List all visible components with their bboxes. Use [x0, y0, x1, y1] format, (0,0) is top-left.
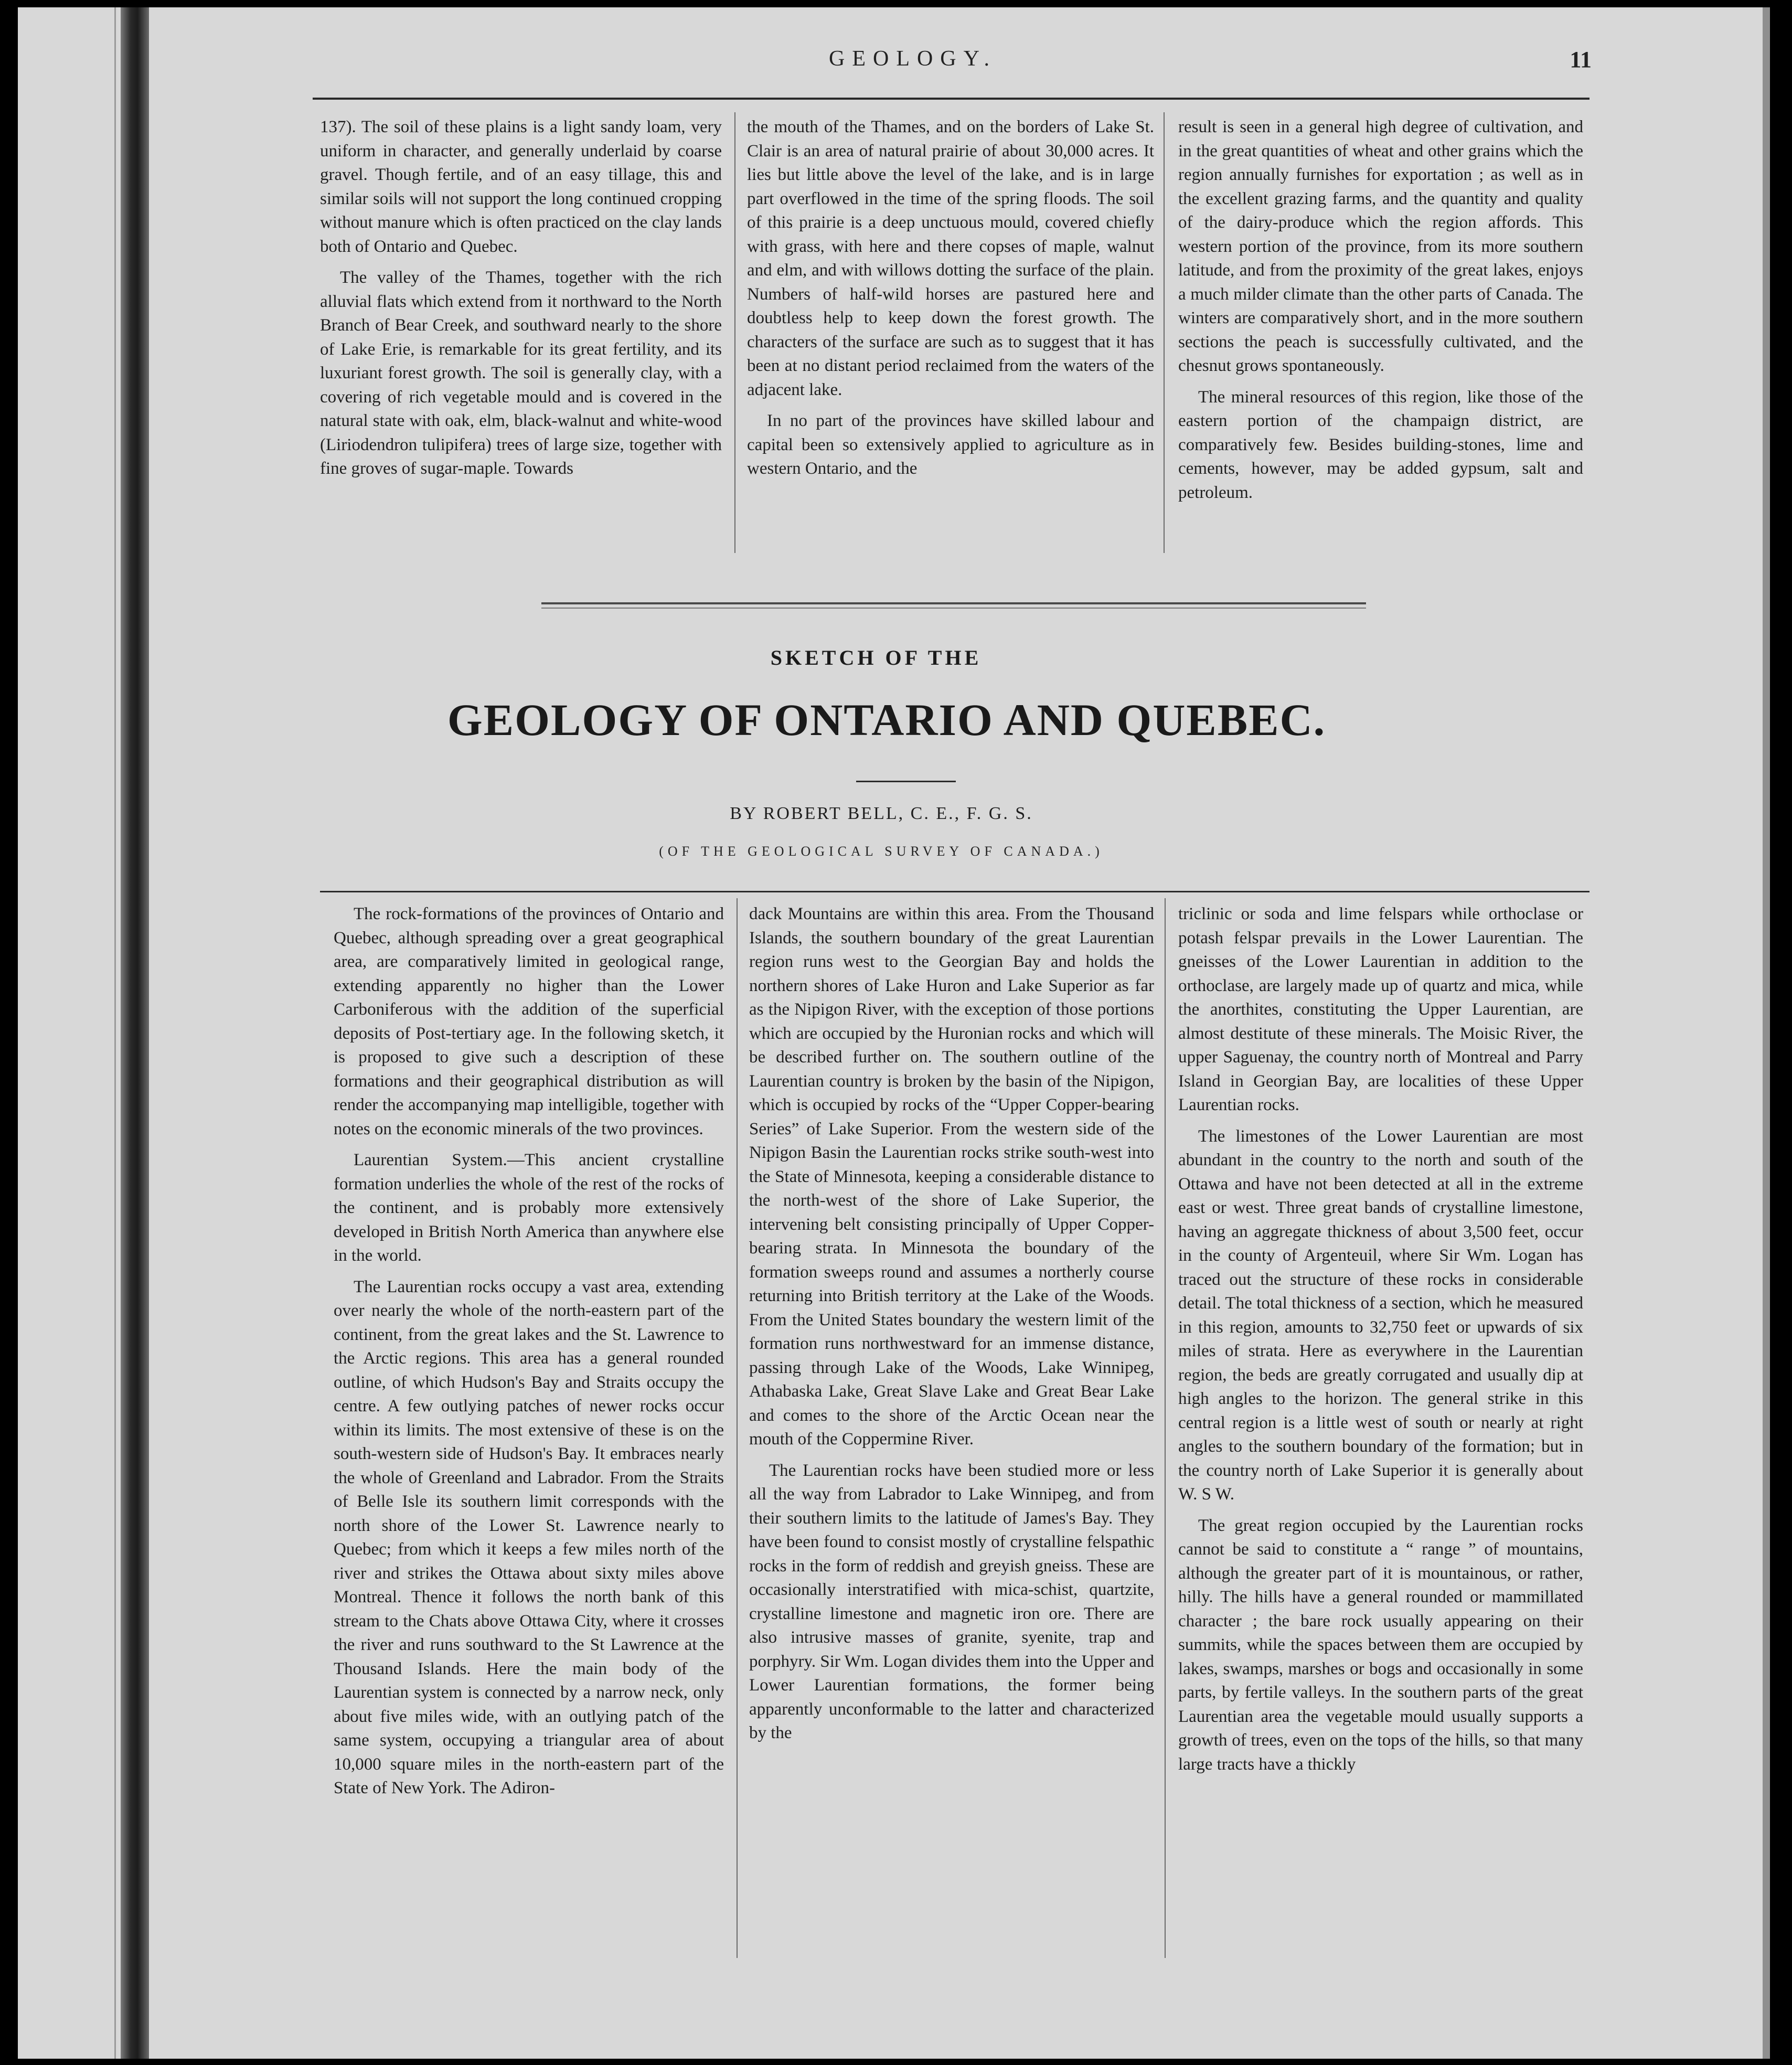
- column-rule: [734, 112, 735, 553]
- article-pre-title: SKETCH OF THE: [770, 646, 982, 669]
- header-rule: [313, 98, 1590, 100]
- paragraph: result is seen in a general high degree of cultivation, and in the great quantities of wheat and other grains which the region annually furnishes for exportation ; as well as in the excellent grazing farms, and the quantity and quality of the dairy-produce which the region affords. This western portion of the province, from its more southern latitude, and from the proximity of the great lakes, enjoys a much milder climate than the other parts of Canada. The winters are comparatively short, and in the more southern sections the peach is successfully cultivated, and the chesnut grows spontaneously.: [1178, 118, 1583, 375]
- column-rule: [1164, 112, 1165, 553]
- page-edge: [1763, 7, 1770, 2059]
- paragraph: The great region occupied by the Laurentian rocks cannot be said to constitute a “ range ” of mountains, although the greater part of it is mountainous, or rather, hilly. The hills have a general rounded or mammillated character ; the bare rock usually appearing on their summits, while the spaces between them are occupied by lakes, swamps, marshes or bogs and occasionally in some parts, by fertile valleys. In the southern parts of the great Laurentian area the vegetable mould usually supports a growth of trees, even on the tops of the hills, so that many large tracts have a thickly: [1178, 1516, 1583, 1774]
- top-column-1: [320, 115, 722, 481]
- paragraph: The Laurentian rocks occupy a vast area, extending over nearly the whole of the north-eastern part of the continent, from the great lakes and the St. Lawrence to the Arctic regions. This area has a general rounded outline, of which Hudson's Bay and Straits occupy the centre. A few outlying patches of newer rocks occur within its limits. The most extensive of these is on the south-western side of Hudson's Bay. It embraces nearly the whole of Greenland and Labrador. From the Straits of Belle Isle its southern limit corresponds with the north shore of the Lower St. Lawrence nearly to Quebec; from which it keeps a few miles north of the river and strikes the Ottawa about sixty miles above Montreal. Thence it follows the north bank of this stream to the Chats above Ottawa City, where it crosses the river and runs southward to the St Lawrence at the Thousand Islands. Here the main body of the Laurentian system is connected by a narrow neck, only about five miles wide, with an outlying patch of the same system, occupying a triangular area of about 10,000 square miles in the north-eastern part of the State of New York. The Adiron-: [334, 1277, 724, 1797]
- article-column-2: [749, 902, 1154, 1745]
- paragraph: the mouth of the Thames, and on the borders of Lake St. Clair is an area of natural prairie of about 30,000 acres. It lies but little above the level of the lake, and is in large part overflowed in the time of the spring floods. The soil of this prairie is a deep unctuous mould, covered chiefly with grass, with here and there copses of maple, walnut and elm, and with willows dotting the surface of the plain. Numbers of half-wild horses are pastured here and doubtless help to keep down the forest growth. The characters of the surface are such as to suggest that it has been at no distant period reclaimed from the waters of the adjacent lake.: [747, 118, 1154, 399]
- paragraph: The limestones of the Lower Laurentian are most abundant in the country to the north and south of the Ottawa and have not been detected at all in the extreme east or west. Three great bands of crystalline limestone, having an aggregate thickness of about 3,500 feet, occur in the county of Argenteuil, where Sir Wm. Logan has traced out the structure of these rocks in considerable detail. The total thickness of a section, which he measured in this region, amounts to 32,750 feet or upwards of six miles of strata. Here as everywhere in the Laurentian region, the beds are greatly corrugated and usually dip at high angles to the horizon. The general strike in this central region is a little west of south or nearly at right angles to the southern boundary of the formation; but in the country north of Lake Superior it is generally about W. S W.: [1178, 1126, 1583, 1504]
- paragraph: The Laurentian rocks have been studied more or less all the way from Labrador to Lake Winnipeg, and from their southern limits to the latitude of James's Bay. They have been found to consist mostly of crystalline felspathic rocks in the form of reddish and greyish gneiss. These are occasionally interstratified with mica-schist, quartzite, crystalline limestone and magnetic iron ore. There are also intrusive masses of granite, syenite, trap and porphyry. Sir Wm. Logan divides them into the Upper and Lower Laurentian formations, the former being apparently unconformable to the latter and characterized by the: [749, 1461, 1154, 1742]
- running-head: GEOLOGY.: [829, 47, 997, 71]
- paragraph: 137). The soil of these plains is a light sandy loam, very uniform in character, and generally underlaid by coarse gravel. Though fertile, and of an easy tillage, this and similar soils will not support the long continued cropping without manure which is often practiced on the clay lands both of Ontario and Quebec.: [320, 118, 722, 256]
- paragraph: The valley of the Thames, together with the rich alluvial flats which extend from it northward to the North Branch of Bear Creek, and southward nearly to the shore of Lake Erie, is remarkable for its great fertility, and its luxuriant forest growth. The soil is generally clay, with a covering of rich vegetable mould and is covered in the natural state with oak, elm, black-walnut and white-wood (Liriodendron tulipifera) trees of large size, together with fine groves of sugar-maple. Towards: [320, 268, 722, 478]
- column-rule: [737, 898, 738, 1958]
- section-divider-thin: [541, 608, 1366, 609]
- page-number: 11: [1570, 47, 1592, 72]
- paragraph: triclinic or soda and lime felspars while orthoclase or potash felspar prevails in the Lower Laurentian. The gneisses of the Lower Laurentian in addition to the orthoclase, are largely made up of quartz and mica, while the anorthites, constituting the Upper Laurentian, are almost destitute of these minerals. The Moisic River, the upper Saguenay, the country north of Montreal and Parry Island in Georgian Bay, are localities of these Upper Laurentian rocks.: [1178, 904, 1583, 1114]
- top-column-2: [747, 115, 1154, 481]
- paragraph: Laurentian System.—This ancient crystalline formation underlies the whole of the rest of the rocks of the continent, and is probably more extensively developed in British North America than anywhere else in the world.: [334, 1151, 724, 1265]
- title-rule: [856, 781, 956, 782]
- article-column-1: [334, 902, 724, 1801]
- paragraph: dack Mountains are within this area. From the Thousand Islands, the southern boundary of the great Laurentian region runs west to the Georgian Bay and holds the northern shores of Lake Huron and Lake Superior as far as the Nipigon River, with the exception of those portions which are occupied by the Huronian rocks and which will be described further on. The southern outline of the Laurentian country is broken by the basin of the Nipigon, which is occupied by rocks of the “Upper Copper-bearing Series” of Lake Superior. From the western side of the Nipigon Basin the Laurentian rocks strike south-west into the State of Minnesota, keeping a considerable distance to the north-west of the shore of Lake Superior, the intervening belt consisting principally of Upper Copper-bearing strata. In Minnesota the boundary of the formation sweeps round and assumes a northerly course returning into British territory at the Lake of the Woods. From the United States boundary the western limit of the formation runs northwestward for an immense distance, passing through Lake of the Woods, Lake Winnipeg, Athabaska Lake, Great Slave Lake and Great Bear Lake and comes to the shore of the Arctic Ocean near the mouth of the Coppermine River.: [749, 904, 1154, 1449]
- top-column-3: [1178, 115, 1583, 505]
- article-header-rule: [320, 891, 1590, 892]
- binding-shadow: [121, 7, 149, 2059]
- column-rule: [1165, 898, 1166, 1958]
- paragraph: In no part of the provinces have skilled labour and capital been so extensively applied to agriculture as in western Ontario, and the: [747, 411, 1154, 478]
- binding-line: [114, 7, 116, 2059]
- author-affiliation: (OF THE GEOLOGICAL SURVEY OF CANADA.): [659, 844, 1104, 859]
- article-author: BY ROBERT BELL, C. E., F. G. S.: [730, 804, 1033, 823]
- article-title: GEOLOGY OF ONTARIO AND QUEBEC.: [447, 695, 1326, 745]
- section-divider: [541, 602, 1366, 604]
- article-column-3: [1178, 902, 1583, 1776]
- paragraph: The rock-formations of the provinces of Ontario and Quebec, although spreading over a great geographical area, are comparatively limited in geological range, extending apparently no higher than the Lower Carboniferous with the addition of the superficial deposits of Post-tertiary age. In the following sketch, it is proposed to give such a description of these formations and their geographical distribution as will render the accompanying map intelligible, together with notes on the economic minerals of the two provinces.: [334, 904, 724, 1138]
- paragraph: The mineral resources of this region, like those of the eastern portion of the champaign district, are comparatively few. Besides building-stones, lime and cements, however, may be added gypsum, salt and petroleum.: [1178, 387, 1583, 502]
